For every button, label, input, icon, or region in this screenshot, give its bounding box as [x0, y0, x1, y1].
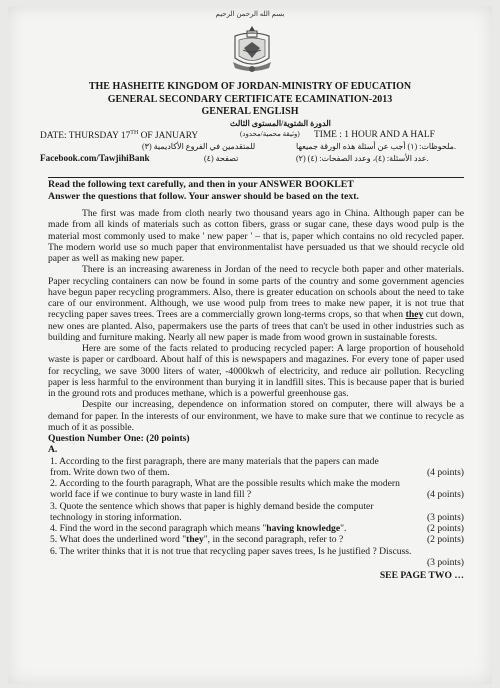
header-line-3: GENERAL ENGLISH	[201, 106, 299, 117]
instructions	[48, 179, 464, 202]
question-5-points: (2 points)	[426, 534, 464, 546]
passage-paragraph-2: There is an increasing awareness in Jordan of the need to recycle both paper and other materials. Paper recycling containers can now be found in some parts of the country and some government agencies have begun paper recycling programmers. Also, there is greater education on schools about the need to take care of our environment. Although, we use wood pulp from trees to make new paper, it is not true that recycling paper saves trees. Trees are a commercially grown long-terms crops, so that when they cut down, new ones are planted. Also, papermakers use the parts of trees that can't be used in other industries such as building and furniture making. Nearly all new paper is made from wood grown in sustainable forests.	[48, 264, 464, 343]
passage-paragraph-3: Here are some of the facts related to producing recycled paper: A large proportion of household waste is paper or cardboard. About half of this is newspapers and magazines. For every tone of paper used for recycling, we save 3000 liters of water, -4000kwh of electricity, and reduce air pollution. Recycling paper is less harmful to the environment than burying it in landfill sites. This is because paper that is buried in the ground rots and produces methane, which is a powerful greenhouse gas.	[48, 343, 464, 400]
question-4-points: (2 points)	[426, 523, 464, 535]
question-6-points: (3 points)	[426, 556, 464, 568]
jordan-emblem-icon	[229, 22, 275, 74]
arabic-academic-note: (٣) للمتقدمين في الفروع الأكاديمية	[142, 142, 256, 151]
exam-header	[8, 81, 492, 119]
question-1-points: (4 points)	[426, 466, 464, 478]
arabic-notes-1: ملحوظات: (١) أجب عن أسئلة هذه الورقة جميعها.	[296, 142, 456, 151]
exam-body	[48, 179, 464, 581]
question-3: 3. Quote the sentence which shows that paper is highly demand beside the computer technology in storing information. (3 points)	[50, 500, 464, 523]
exam-page	[8, 6, 492, 684]
question-1: 1. According to the first paragraph, there are many materials that the papers can made from. Write down two of them. (4 points)	[50, 455, 464, 478]
passage-paragraph-4: Despite our increasing, dependence on information stored on computer, there will always be a demand for paper. In the interests of our environment, we have to make sure that we continue to recycle as much of it as possible.	[48, 399, 464, 433]
arabic-page-note: (٤) تصفحة	[204, 154, 239, 163]
header-line-1: THE HASHEITE KINGDOM OF JORDAN-MINISTRY OF EDUCATION	[88, 81, 412, 92]
instruction-line-2: Answer the questions that follow. Your answer should be based on the text.	[48, 190, 359, 202]
header-divider	[48, 177, 464, 178]
question-one-heading: Question Number One: (20 points)	[48, 433, 190, 445]
question-5: 5. What does the underlined word "they", in the second paragraph, refer to ? (2 points)	[50, 534, 464, 546]
question-4: 4. Find the word in the second paragraph which means "having knowledge". (2 points)	[50, 523, 464, 535]
basmala: بسم الله الرحمن الرحيم	[215, 10, 285, 18]
see-page-two: SEE PAGE TWO …	[379, 570, 464, 582]
question-6: 6. The writer thinks that it is not true that recycling paper saves trees, Is he justified ? Discuss. (3 points)	[50, 545, 464, 568]
arabic-session: الدورة الشتوية/المستوى الثالث	[230, 119, 331, 128]
instruction-line-1: Read the following text carefully, and then in your ANSWER BOOKLET	[48, 179, 354, 190]
exam-time: TIME : 1 HOUR AND A HALF	[314, 130, 435, 140]
arabic-protected-note: (وثيقة محمية/محدود)	[240, 130, 300, 138]
question-2-points: (4 points)	[426, 489, 464, 501]
header-line-2: GENERAL SECONDARY CERTIFICATE ECAMINATION-2013	[107, 93, 393, 105]
section-a-label: A.	[48, 444, 58, 456]
passage-paragraph-1: The first was made from cloth nearly two thousand years ago in China. Although paper can be made from all kinds of materials such as cotton fibers, grass or sugar cane, these days wood pulp is the material most commonly used to make ' new paper ' – that is, paper which contains no old recycled paper. The modern world use so much paper that environmentalist have persuaded us that we should recycle old paper as well as making new paper.	[48, 208, 464, 265]
underlined-word-they: they	[405, 309, 424, 321]
arabic-notes-2: (٢) عدد الأسئلة: (٤)، وعدد الصفحات: (٤).	[296, 154, 429, 163]
exam-date: DATE: THURSDAY 17TH OF JANUARY	[40, 130, 199, 142]
question-2: 2. According to the fourth paragraph, What are the possible results which make the modern world face if we continue to bury waste in land fill ? (4 points)	[50, 478, 464, 501]
question-3-points: (3 points)	[426, 511, 464, 523]
facebook-source: Facebook.com/TawjihiBank	[40, 153, 150, 163]
